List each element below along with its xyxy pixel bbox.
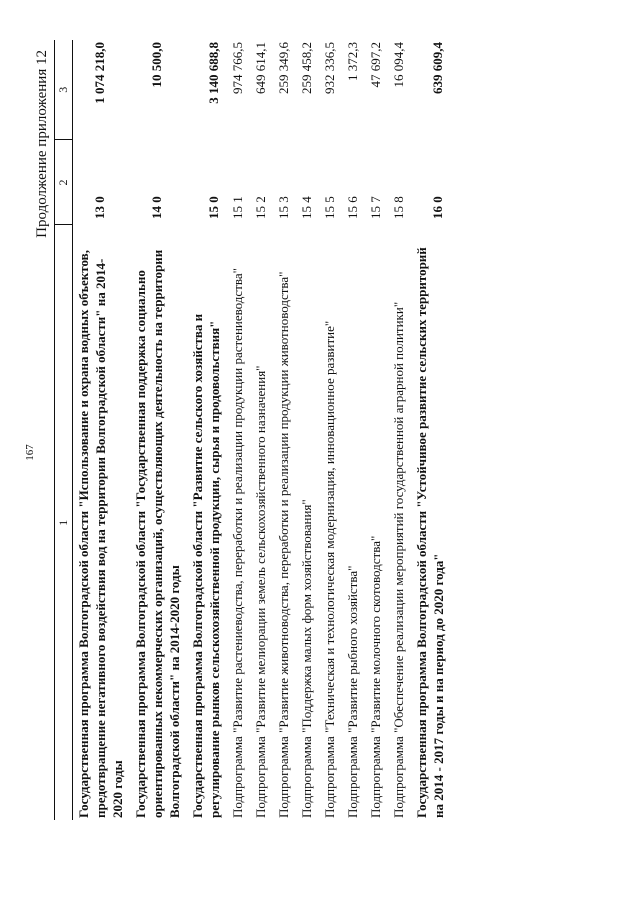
header-col-3: 3 (55, 40, 73, 140)
row-name: Подпрограмма "Развитие растениеводства, переработки и реализации продукции растениеводства" (230, 268, 245, 818)
row-code: 15 4 (299, 196, 314, 219)
table-row (365, 40, 388, 820)
row-value: 16 094,4 (391, 42, 406, 88)
row-code: 15 5 (322, 196, 337, 219)
row-name: Подпрограмма "Техническая и технологическая модернизация, инновационное развитие" (322, 320, 337, 818)
table-row (227, 40, 250, 820)
row-value: 639 609,4 (430, 42, 445, 94)
row-code: 15 1 (230, 196, 245, 219)
row-name: Подпрограмма "Поддержка малых форм хозяйствования" (299, 499, 314, 818)
row-name: Государственная программа Волгоградской области "Развитие сельского хозяйства и регулирование рынков сельскохозяйственной продукции, сырья и продовольствия" (190, 313, 222, 818)
table-row (273, 40, 296, 820)
table-row (73, 40, 131, 820)
row-code: 15 2 (253, 196, 268, 219)
row-value: 649 614,1 (253, 42, 268, 94)
continuation-label: Продолжение приложения 12 (34, 50, 50, 238)
header-col-1: 1 (55, 225, 73, 820)
row-value: 3 140 688,8 (206, 42, 221, 104)
table-row (187, 40, 227, 820)
row-value: 1 074 218,0 (92, 42, 107, 104)
row-code: 15 6 (345, 196, 360, 219)
header-col-2: 2 (55, 140, 73, 225)
table-row (319, 40, 342, 820)
row-name: Подпрограмма "Обеспечение реализации мероприятий государственной аграрной политики" (391, 301, 406, 818)
row-name: Государственная программа Волгоградской области "Устойчивое развитие сельских территорий на 2014 - 2017 годы и на период до 2020 года" (414, 247, 446, 818)
row-name: Подпрограмма "Развитие мелиорации земель сельскохозяйственного назначения" (253, 365, 268, 818)
row-value: 974 766,5 (230, 42, 245, 94)
row-name: Государственная программа Волгоградской области "Использование и охрана водных объектов, предотвращение негативного воздействия вод на территории Волгоградской области" на 2014-2020 годы (76, 250, 125, 818)
table-row (296, 40, 319, 820)
row-code: 15 0 (206, 196, 221, 219)
row-code: 15 8 (391, 196, 406, 219)
row-value: 1 372,3 (345, 42, 360, 81)
row-name: Государственная программа Волгоградской области "Государственная поддержка социально ориентированных некоммерческих организаций, осуществляющих деятельность на территории Волгоградской области" на 2014-2020 годы (133, 249, 182, 818)
row-name: Подпрограмма "Развитие молочного скотоводства" (368, 535, 383, 818)
row-code: 15 3 (276, 196, 291, 219)
row-name: Подпрограмма "Развитие животноводства, переработки и реализации продукции животноводства" (276, 271, 291, 818)
row-name: Подпрограмма "Развитие рыбного хозяйства" (345, 565, 360, 818)
row-code: 13 0 (92, 196, 107, 219)
table-header-row (55, 40, 73, 820)
table-row (411, 40, 451, 820)
row-value: 259 349,6 (276, 42, 291, 94)
row-value: 259 458,2 (299, 42, 314, 94)
page-number: 167 (24, 444, 36, 461)
row-value: 932 336,5 (322, 42, 337, 94)
table-row (250, 40, 273, 820)
table-row (388, 40, 411, 820)
row-value: 47 697,2 (368, 42, 383, 88)
appendix-table (54, 40, 451, 820)
row-code: 14 0 (149, 196, 164, 219)
table-row (130, 40, 187, 820)
row-value: 10 500,0 (149, 42, 164, 88)
table-row (342, 40, 365, 820)
row-code: 15 7 (368, 196, 383, 219)
row-code: 16 0 (430, 196, 445, 219)
